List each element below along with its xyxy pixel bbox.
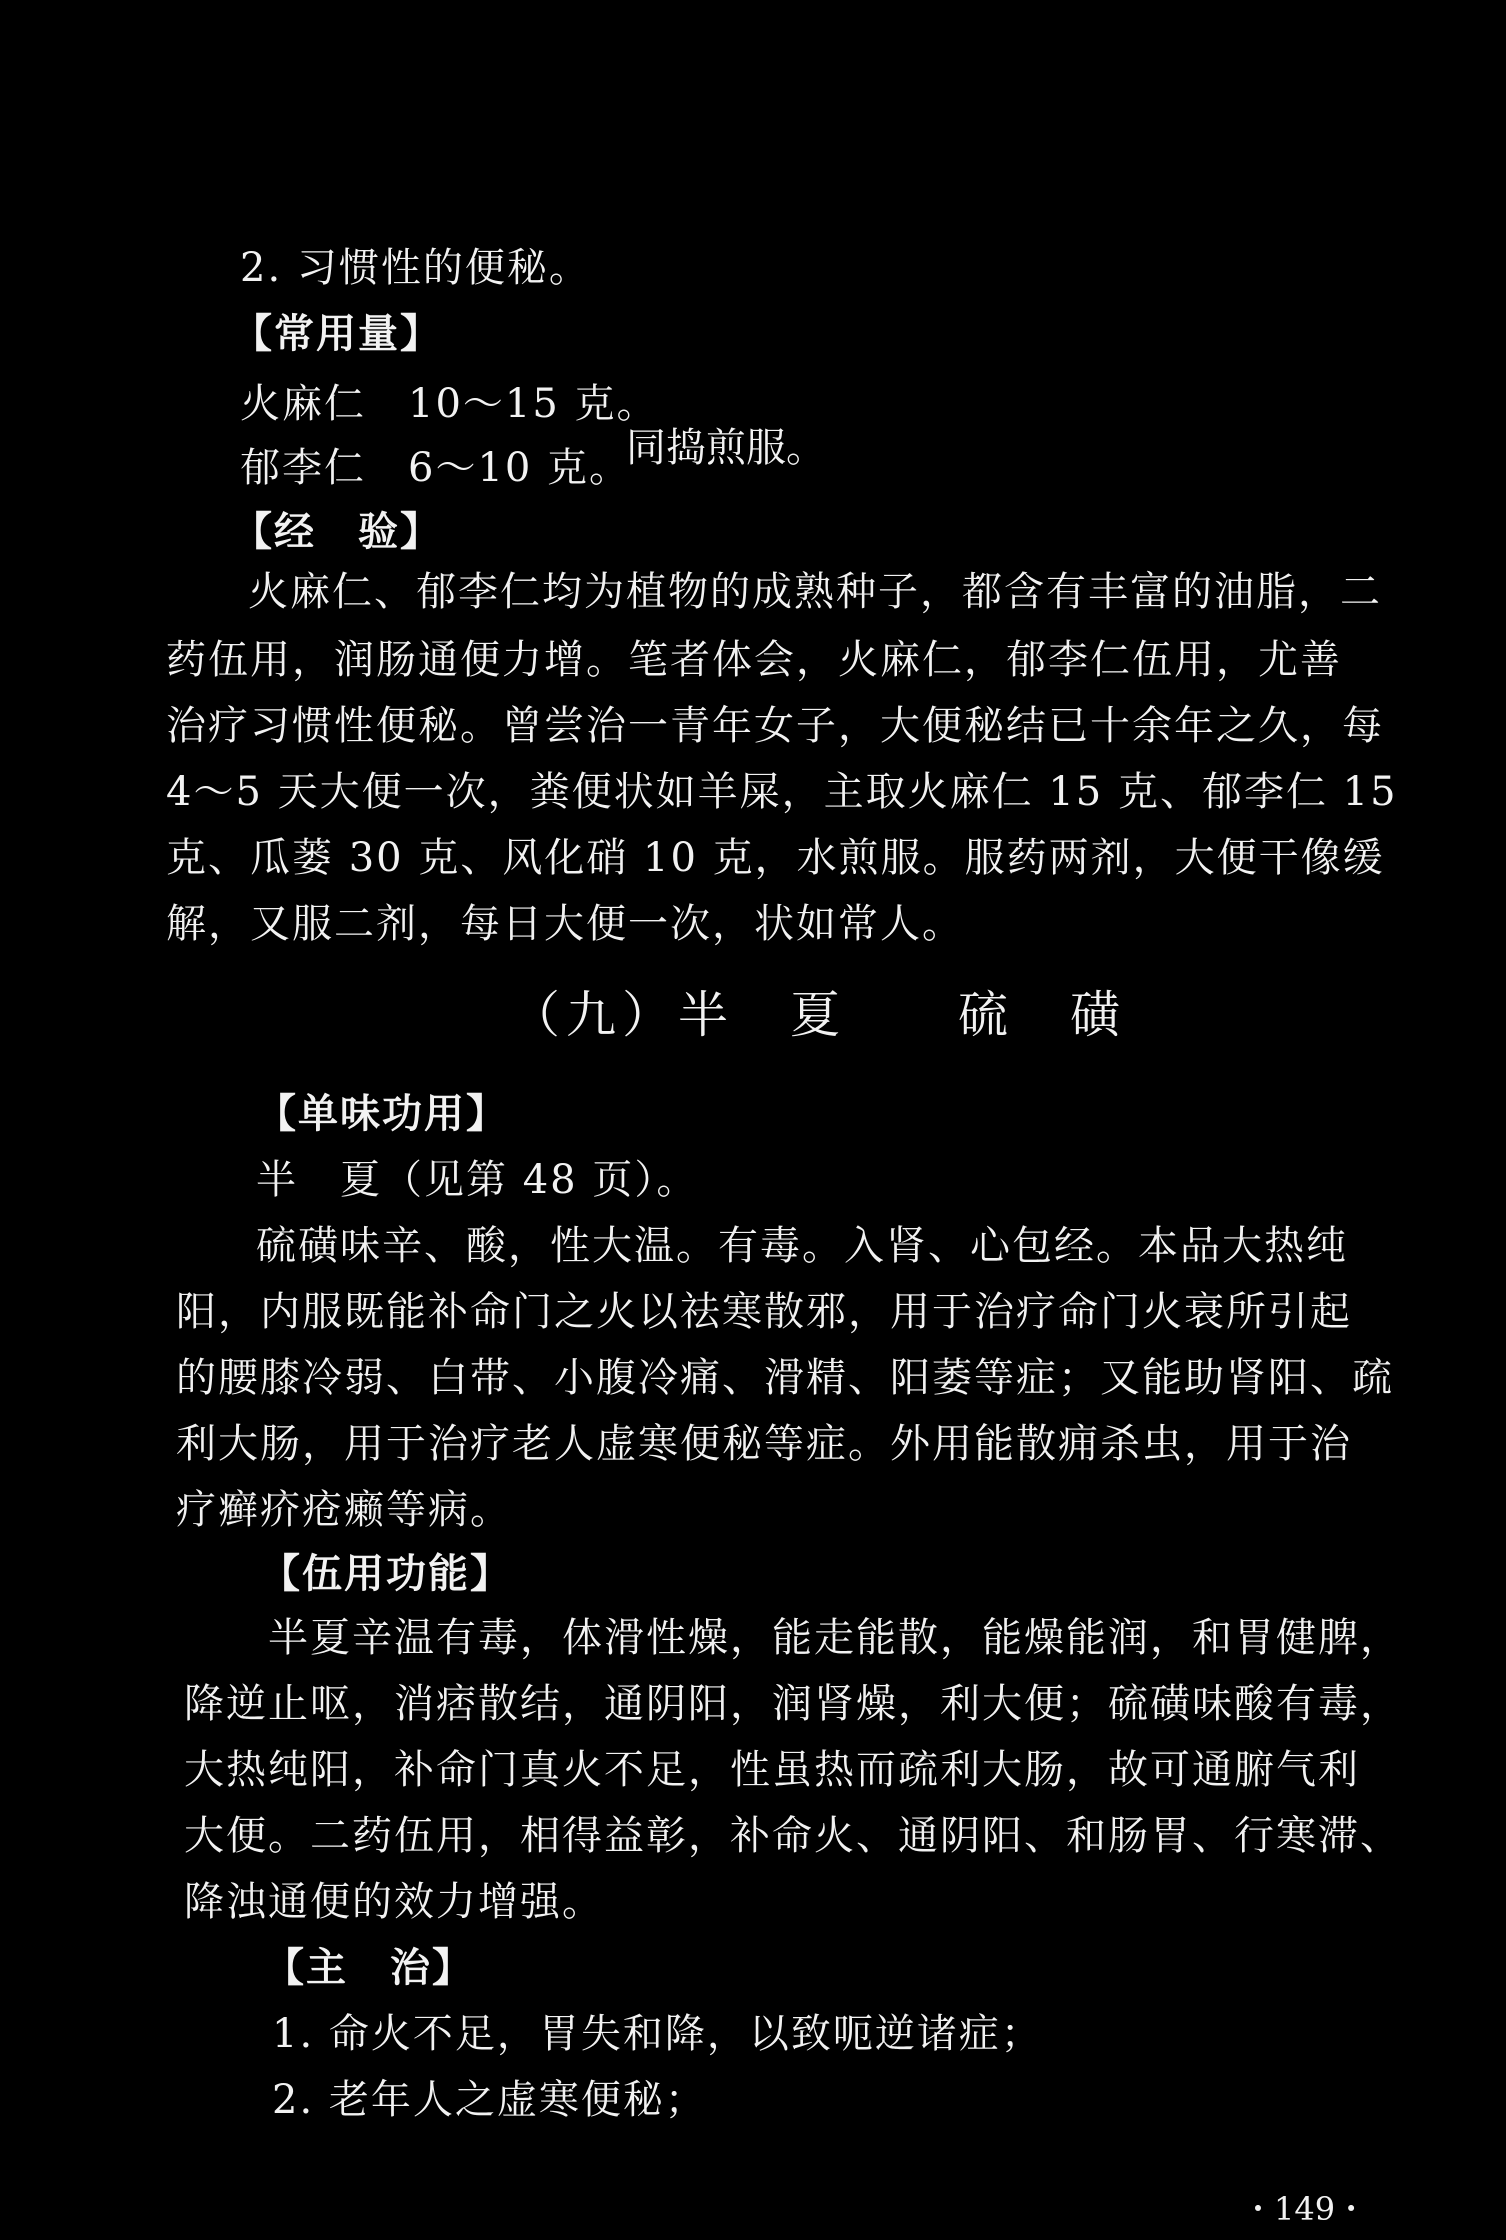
paragraph-line: 大热纯阳，补命门真火不足，性虽热而疏利大肠，故可通腑气利 [184, 1747, 1360, 1793]
paragraph-line: 半 夏（见第 48 页）。 [256, 1157, 699, 1203]
list-item: 2. 老年人之虚寒便秘； [272, 2077, 707, 2123]
dosage-line: 火麻仁 10～15 克。 [240, 381, 659, 427]
paragraph-line: 降浊通便的效力增强。 [184, 1879, 604, 1925]
section-heading-single: 【单味功用】 [256, 1091, 508, 1137]
dosage-note: 同捣煎服。 [626, 425, 826, 471]
section-heading-dosage: 【常用量】 [232, 311, 442, 357]
list-item: 1. 命火不足，胃失和降，以致呃逆诸症； [272, 2011, 1043, 2057]
paragraph-line: 治疗习惯性便秘。曾尝治一青年女子，大便秘结已十余年之久，每 [166, 703, 1384, 749]
paragraph-line: 大便。二药伍用，相得益彰，补命火、通阴阳、和肠胃、行寒滞、 [184, 1813, 1402, 1859]
paragraph-line: 利大肠，用于治疗老人虚寒便秘等症。外用能散痈杀虫，用于治 [176, 1421, 1352, 1467]
section-heading-combo: 【伍用功能】 [260, 1551, 512, 1597]
paragraph-line: 半夏辛温有毒，体滑性燥，能走能散，能燥能润，和胃健脾， [268, 1615, 1402, 1661]
paragraph-line: 解，又服二剂，每日大便一次，状如常人。 [166, 901, 964, 947]
paragraph-line: 克、瓜蒌 30 克、风化硝 10 克，水煎服。服药两剂，大便干像缓 [166, 835, 1385, 881]
paragraph-line: 硫磺味辛、酸，性大温。有毒。入肾、心包经。本品大热纯 [256, 1223, 1348, 1269]
paragraph-line: 降逆止呕，消痞散结，通阴阳，润肾燥，利大便；硫磺味酸有毒， [184, 1681, 1402, 1727]
section-heading-experience: 【经 验】 [232, 509, 442, 555]
paragraph-line: 的腰膝冷弱、白带、小腹冷痛、滑精、阳萎等症；又能助肾阳、疏 [176, 1355, 1394, 1401]
paragraph-line: 疗癣疥疮癞等病。 [176, 1487, 512, 1533]
paragraph-line: 火麻仁、郁李仁均为植物的成熟种子，都含有丰富的油脂，二 [248, 569, 1382, 615]
paragraph-line: 4～5 天大便一次，粪便状如羊屎，主取火麻仁 15 克、郁李仁 15 [166, 769, 1398, 815]
page-number: ・149・ [1242, 2190, 1368, 2228]
section-title: （九）半 夏 硫 磺 [510, 986, 1126, 1044]
list-item: 2. 习惯性的便秘。 [240, 245, 591, 291]
paragraph-line: 阳，内服既能补命门之火以祛寒散邪，用于治疗命门火衰所引起 [176, 1289, 1352, 1335]
dosage-line: 郁李仁 6～10 克。 [240, 445, 632, 491]
paragraph-line: 药伍用，润肠通便力增。笔者体会，火麻仁，郁李仁伍用，尤善 [166, 637, 1342, 683]
section-heading-indication: 【主 治】 [264, 1945, 474, 1991]
